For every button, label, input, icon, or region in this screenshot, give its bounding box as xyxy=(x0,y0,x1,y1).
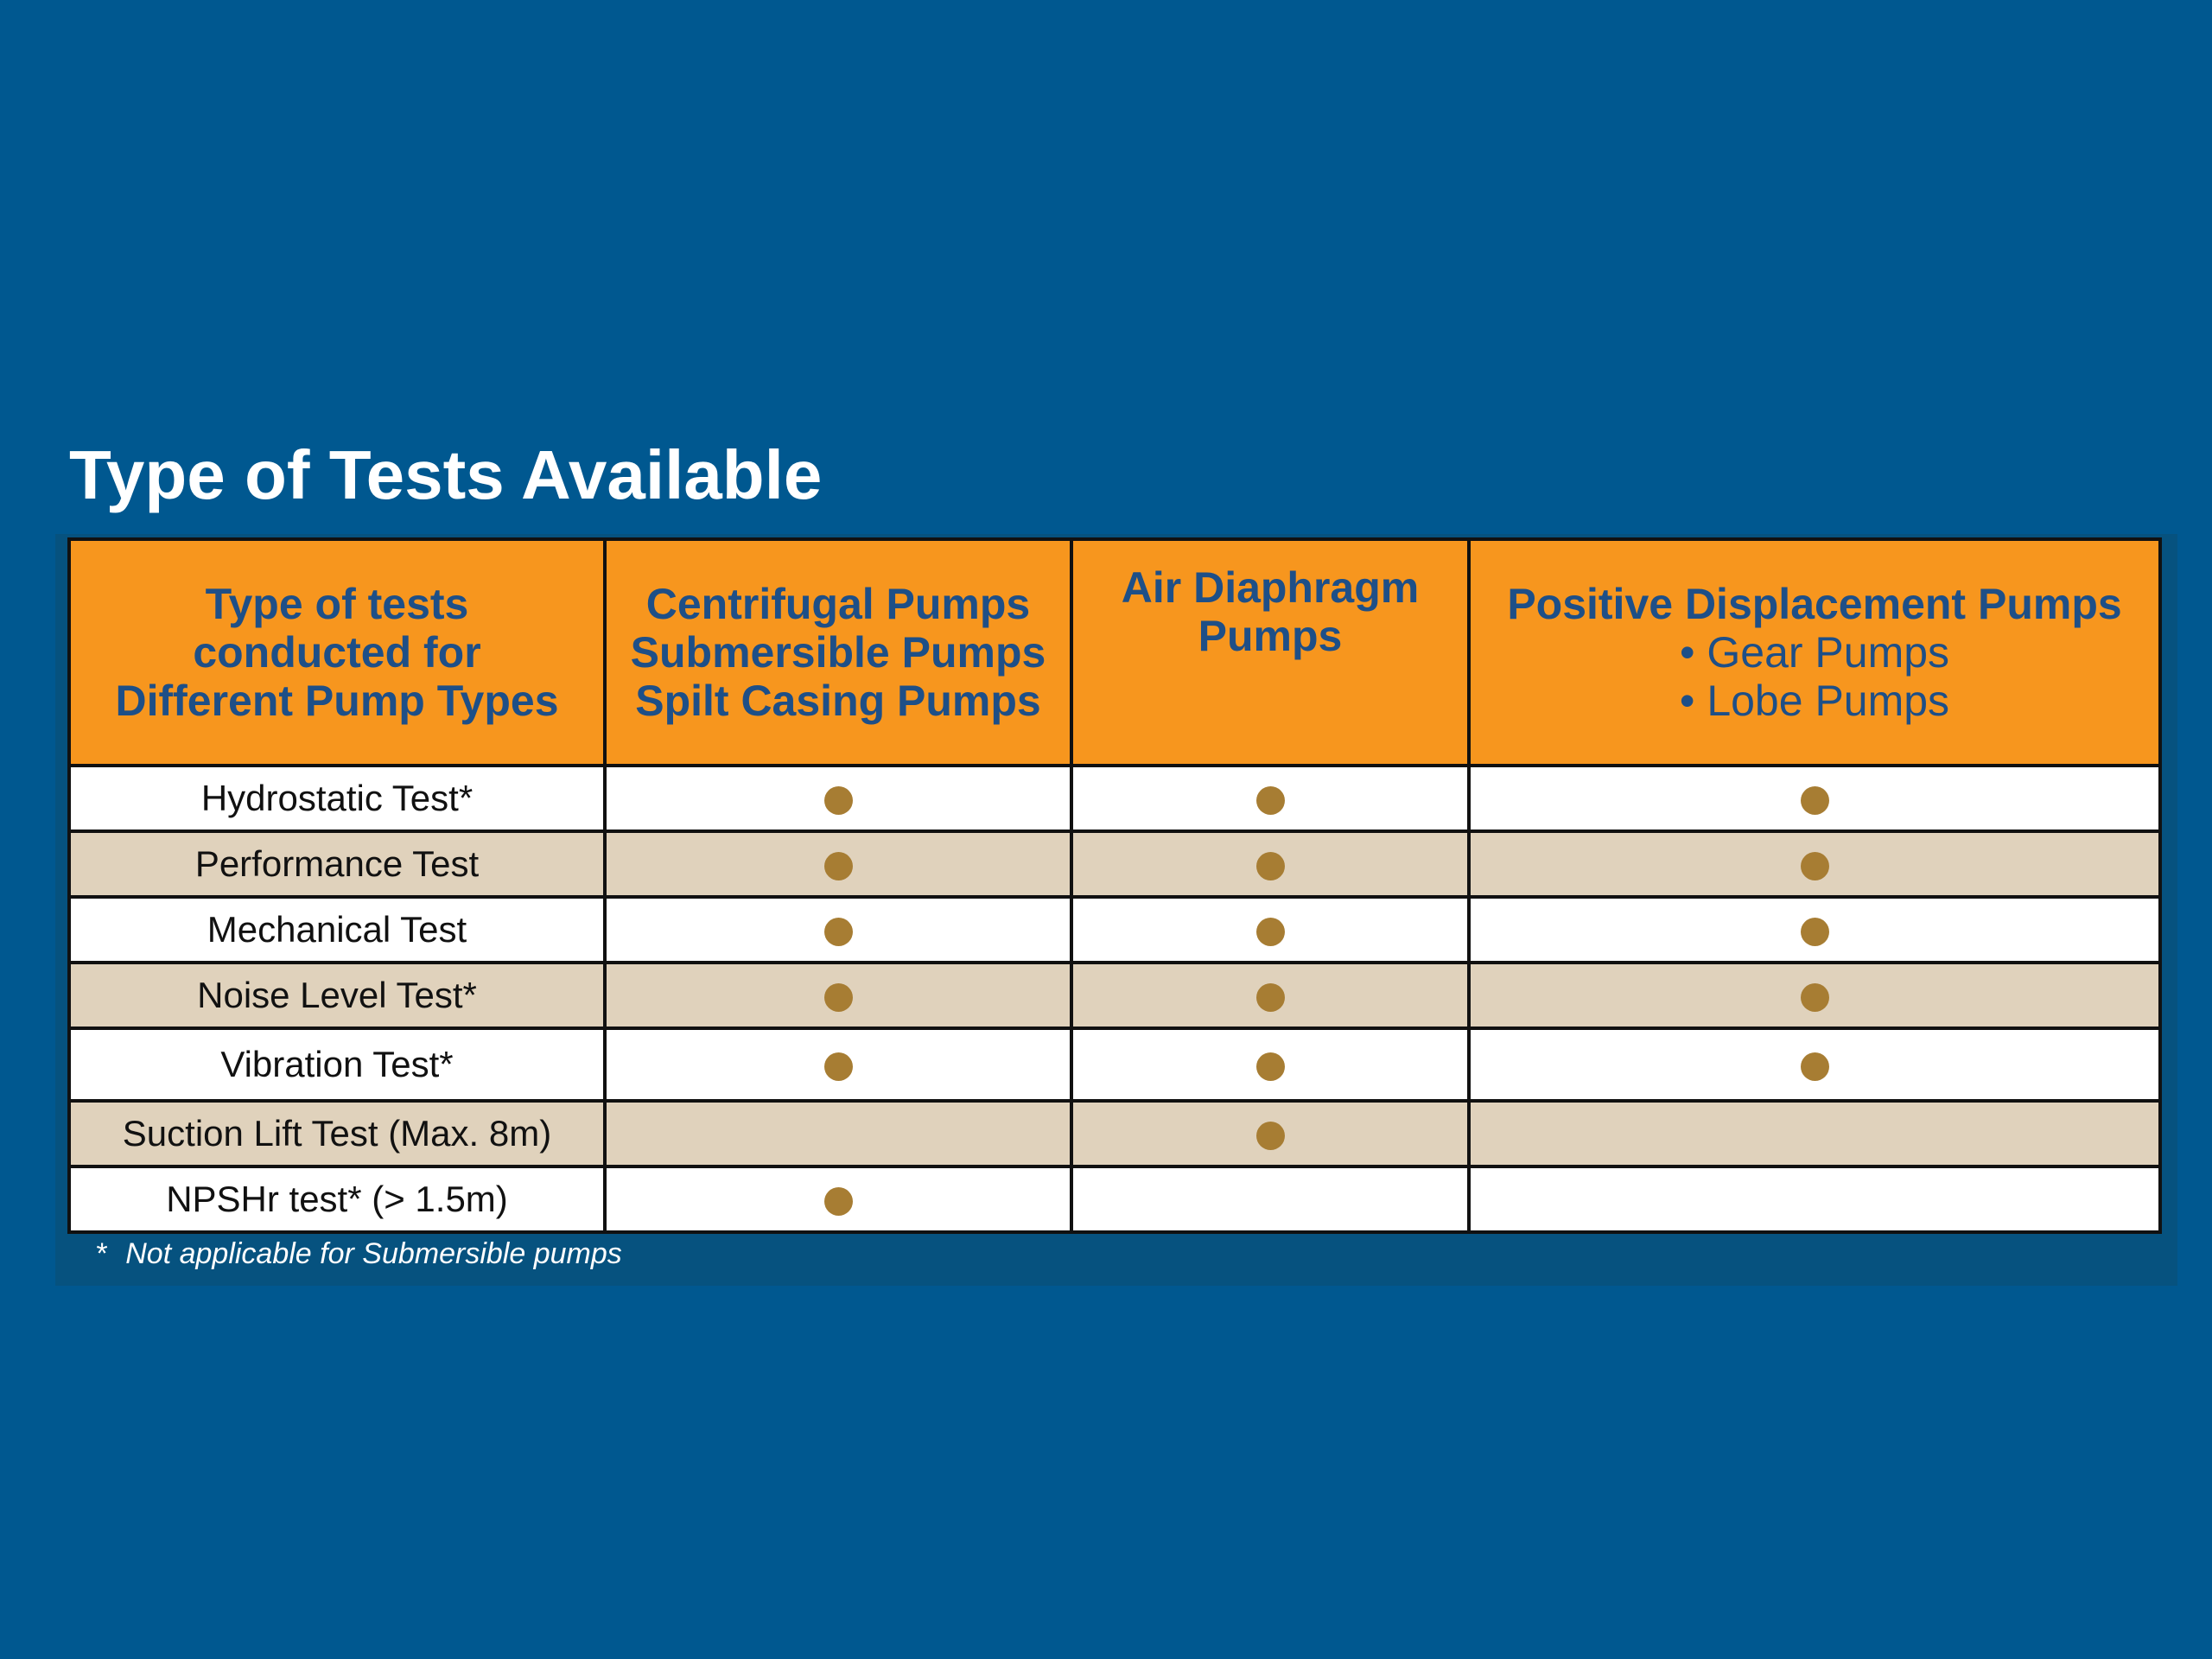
header-line: Type of tests xyxy=(205,580,469,628)
table-row xyxy=(69,1101,2160,1166)
applicable-dot-icon xyxy=(1256,852,1285,880)
applicable-dot-icon xyxy=(1256,1122,1285,1150)
applicable-dot-icon xyxy=(1801,983,1829,1012)
header-line: conducted for xyxy=(193,628,481,677)
table-row xyxy=(69,831,2160,897)
mark-cell xyxy=(1071,1101,1469,1166)
applicable-dot-icon xyxy=(1801,918,1829,946)
mark-cell xyxy=(1469,1101,2160,1166)
mark-cell xyxy=(605,963,1071,1028)
header-line: Submersible Pumps xyxy=(630,628,1046,677)
mark-cell xyxy=(1071,1166,1469,1232)
header-line: Different Pump Types xyxy=(115,677,559,725)
header-line: Pumps xyxy=(1198,612,1343,660)
footnote-symbol: * xyxy=(95,1237,107,1270)
applicable-dot-icon xyxy=(1256,1052,1285,1081)
applicable-dot-icon xyxy=(824,786,853,815)
mark-cell xyxy=(1071,963,1469,1028)
test-name-cell: Vibration Test* xyxy=(69,1028,605,1101)
table-row xyxy=(69,1166,2160,1232)
header-positive-displacement-pumps xyxy=(1469,539,2160,766)
applicable-dot-icon xyxy=(1801,1052,1829,1081)
mark-cell xyxy=(1469,766,2160,831)
applicable-dot-icon xyxy=(1256,983,1285,1012)
test-name-cell: Noise Level Test* xyxy=(69,963,605,1028)
test-name-cell: Mechanical Test xyxy=(69,897,605,963)
applicable-dot-icon xyxy=(824,1187,853,1216)
table-row xyxy=(69,766,2160,831)
mark-cell xyxy=(605,1028,1071,1101)
table-body xyxy=(69,766,2160,1232)
footnote-text: Not applicable for Submersible pumps xyxy=(125,1237,622,1270)
applicable-dot-icon xyxy=(824,918,853,946)
header-title: Positive Displacement Pumps xyxy=(1507,580,2122,628)
table-row xyxy=(69,1028,2160,1101)
test-name-cell: Suction Lift Test (Max. 8m) xyxy=(69,1101,605,1166)
footnote xyxy=(95,1234,622,1274)
header-test-types xyxy=(69,539,605,766)
applicable-dot-icon xyxy=(1256,918,1285,946)
header-line: Spilt Casing Pumps xyxy=(635,677,1041,725)
mark-cell xyxy=(1071,1028,1469,1101)
mark-cell xyxy=(1469,963,2160,1028)
header-line: Centrifugal Pumps xyxy=(645,580,1031,628)
table-header-row xyxy=(69,539,2160,766)
mark-cell xyxy=(1469,1166,2160,1232)
tests-table xyxy=(67,537,2162,1234)
mark-cell xyxy=(1071,766,1469,831)
applicable-dot-icon xyxy=(824,1052,853,1081)
mark-cell xyxy=(605,1166,1071,1232)
header-centrifugal-pumps xyxy=(605,539,1071,766)
mark-cell xyxy=(1071,831,1469,897)
header-sub-item: • Lobe Pumps xyxy=(1679,677,1950,725)
header-line: Air Diaphragm xyxy=(1121,563,1420,612)
table-row xyxy=(69,897,2160,963)
table-row xyxy=(69,963,2160,1028)
mark-cell xyxy=(605,897,1071,963)
applicable-dot-icon xyxy=(1801,786,1829,815)
mark-cell xyxy=(1469,1028,2160,1101)
applicable-dot-icon xyxy=(1256,786,1285,815)
mark-cell xyxy=(1469,897,2160,963)
test-name-cell: Performance Test xyxy=(69,831,605,897)
page-title: Type of Tests Available xyxy=(69,436,823,513)
mark-cell xyxy=(605,766,1071,831)
mark-cell xyxy=(605,1101,1071,1166)
applicable-dot-icon xyxy=(824,983,853,1012)
mark-cell xyxy=(1071,897,1469,963)
mark-cell xyxy=(1469,831,2160,897)
header-sub-item: • Gear Pumps xyxy=(1679,628,1950,677)
mark-cell xyxy=(605,831,1071,897)
applicable-dot-icon xyxy=(824,852,853,880)
applicable-dot-icon xyxy=(1801,852,1829,880)
header-air-diaphragm-pumps xyxy=(1071,539,1469,766)
test-name-cell: NPSHr test* (> 1.5m) xyxy=(69,1166,605,1232)
test-name-cell: Hydrostatic Test* xyxy=(69,766,605,831)
